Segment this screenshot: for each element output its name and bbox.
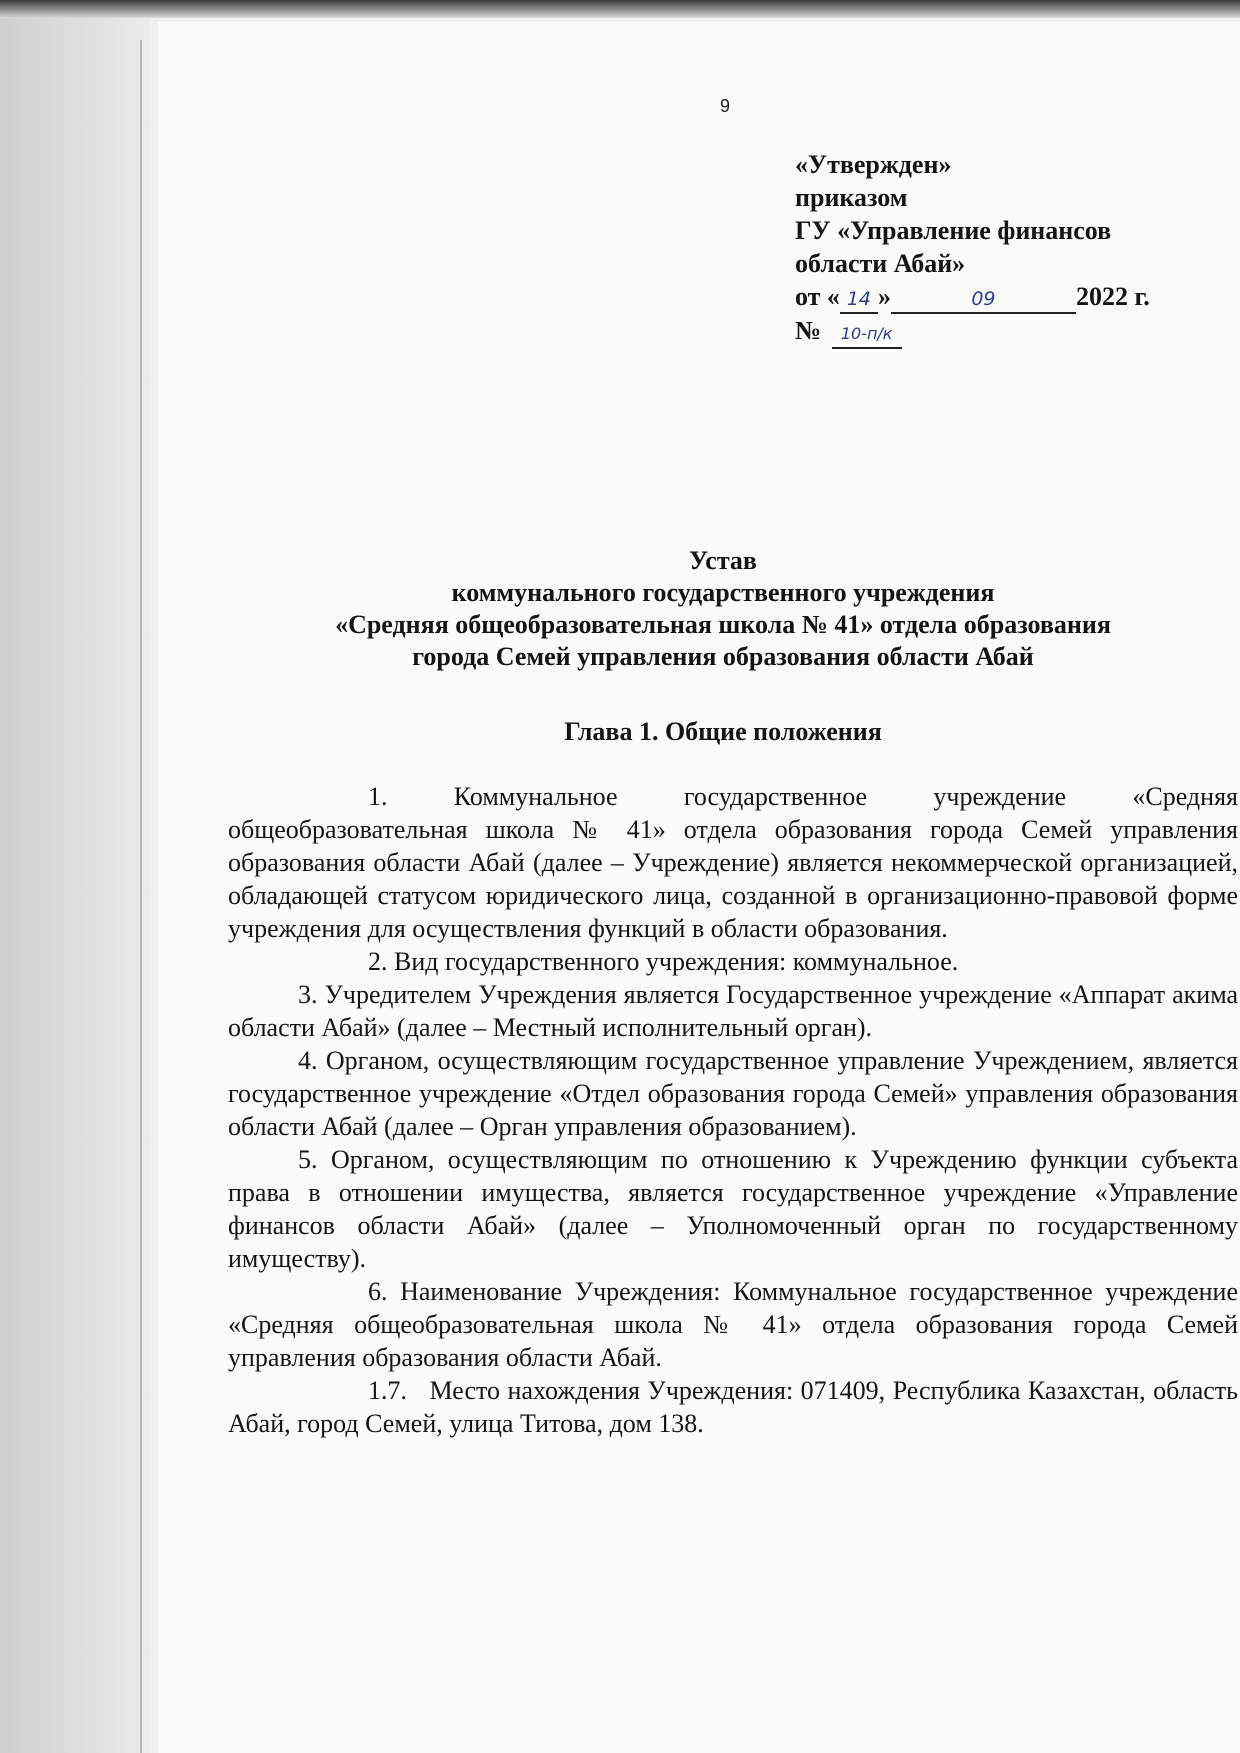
paragraph-text: Коммунальное государственное учреждение «Средняя общеобразовательная школа № 41» отдела образования города Семей управления образования области Абай (далее – Учреждение) является некоммерческой организацией, обладающей статусом юридического лица, созданной в организационно-правовой форме учреждения для осуществления функций в области образования. bbox=[228, 782, 1238, 943]
paragraph-number: 4. bbox=[298, 1046, 318, 1075]
approval-line: «Утвержден» bbox=[795, 150, 952, 179]
paragraph bbox=[228, 1275, 1238, 1374]
handwritten-month: 09 bbox=[971, 288, 996, 310]
chapter-heading: Глава 1. Общие положения bbox=[564, 717, 882, 746]
paragraph bbox=[228, 1374, 1238, 1440]
paragraph-number: 2. bbox=[368, 947, 388, 976]
document-title bbox=[228, 545, 1218, 673]
paragraph-number: 6. bbox=[368, 1277, 388, 1306]
paragraph bbox=[228, 1143, 1238, 1275]
date-year: 2022 г. bbox=[1075, 282, 1150, 311]
approval-stamp-block bbox=[795, 148, 1195, 349]
paragraph-text: Учредителем Учреждения является Государственное учреждение «Аппарат акима области Абай» (далее – Местный исполнительный орган). bbox=[228, 980, 1239, 1042]
title-line: «Средняя общеобразовательная школа № 41» отдела образования bbox=[335, 610, 1111, 639]
date-prefix: от « bbox=[795, 282, 840, 311]
date-mid: » bbox=[877, 282, 891, 311]
title-line: коммунального государственного учреждения bbox=[451, 578, 995, 607]
approval-number-line bbox=[795, 314, 1195, 349]
paragraph bbox=[228, 978, 1238, 1044]
approval-line: приказом bbox=[795, 183, 908, 212]
paragraph bbox=[228, 780, 1238, 945]
title-line: Устав bbox=[689, 546, 757, 575]
paragraph-text: Органом, осуществляющим по отношению к Учреждению функции субъекта права в отношении имущества, является государственное учреждение «Управление финансов области Абай» (далее – Уполномоченный орган по государственному имуществу). bbox=[228, 1145, 1239, 1273]
scan-top-edge bbox=[0, 0, 1240, 18]
paragraph-text: Органом, осуществляющим государственное управление Учреждением, является государственное учреждение «Отдел образования города Семей» управления образования области Абай (далее – Орган управления образованием). bbox=[228, 1046, 1239, 1141]
scan-binding-edge bbox=[0, 0, 150, 1753]
handwritten-order-number: 10-п/к bbox=[840, 324, 893, 343]
date-month-field bbox=[891, 284, 1076, 314]
paragraph-text: Наименование Учреждения: Коммунальное государственное учреждение «Средняя общеобразовательная школа № 41» отдела образования города Семей управления образования области Абай. bbox=[228, 1277, 1238, 1372]
order-number-field bbox=[832, 318, 902, 349]
paragraph-number: 1. bbox=[368, 782, 388, 811]
paragraph-number: 3. bbox=[298, 980, 318, 1009]
paragraph-text: Вид государственного учреждения: коммунальное. bbox=[394, 947, 959, 976]
paragraph-number: 5. bbox=[298, 1145, 318, 1174]
paragraph-list-marker: 1. bbox=[368, 1376, 388, 1405]
number-prefix: № bbox=[795, 316, 822, 345]
date-day-field bbox=[840, 284, 878, 314]
handwritten-day: 14 bbox=[846, 288, 872, 310]
approval-date-line bbox=[795, 280, 1195, 314]
document-body bbox=[228, 780, 1238, 1440]
paragraph bbox=[228, 945, 1238, 978]
approval-line: области Абай» bbox=[795, 249, 966, 278]
page-number: 9 bbox=[719, 96, 730, 116]
approval-line: ГУ «Управление финансов bbox=[795, 216, 1112, 245]
paragraph-text: Место нахождения Учреждения: 071409, Республика Казахстан, область Абай, город Семей, улица Титова, дом 138. bbox=[228, 1376, 1239, 1438]
paragraph-number: 7. bbox=[387, 1376, 407, 1405]
title-line: города Семей управления образования области Абай bbox=[412, 642, 1034, 671]
paragraph bbox=[228, 1044, 1238, 1143]
